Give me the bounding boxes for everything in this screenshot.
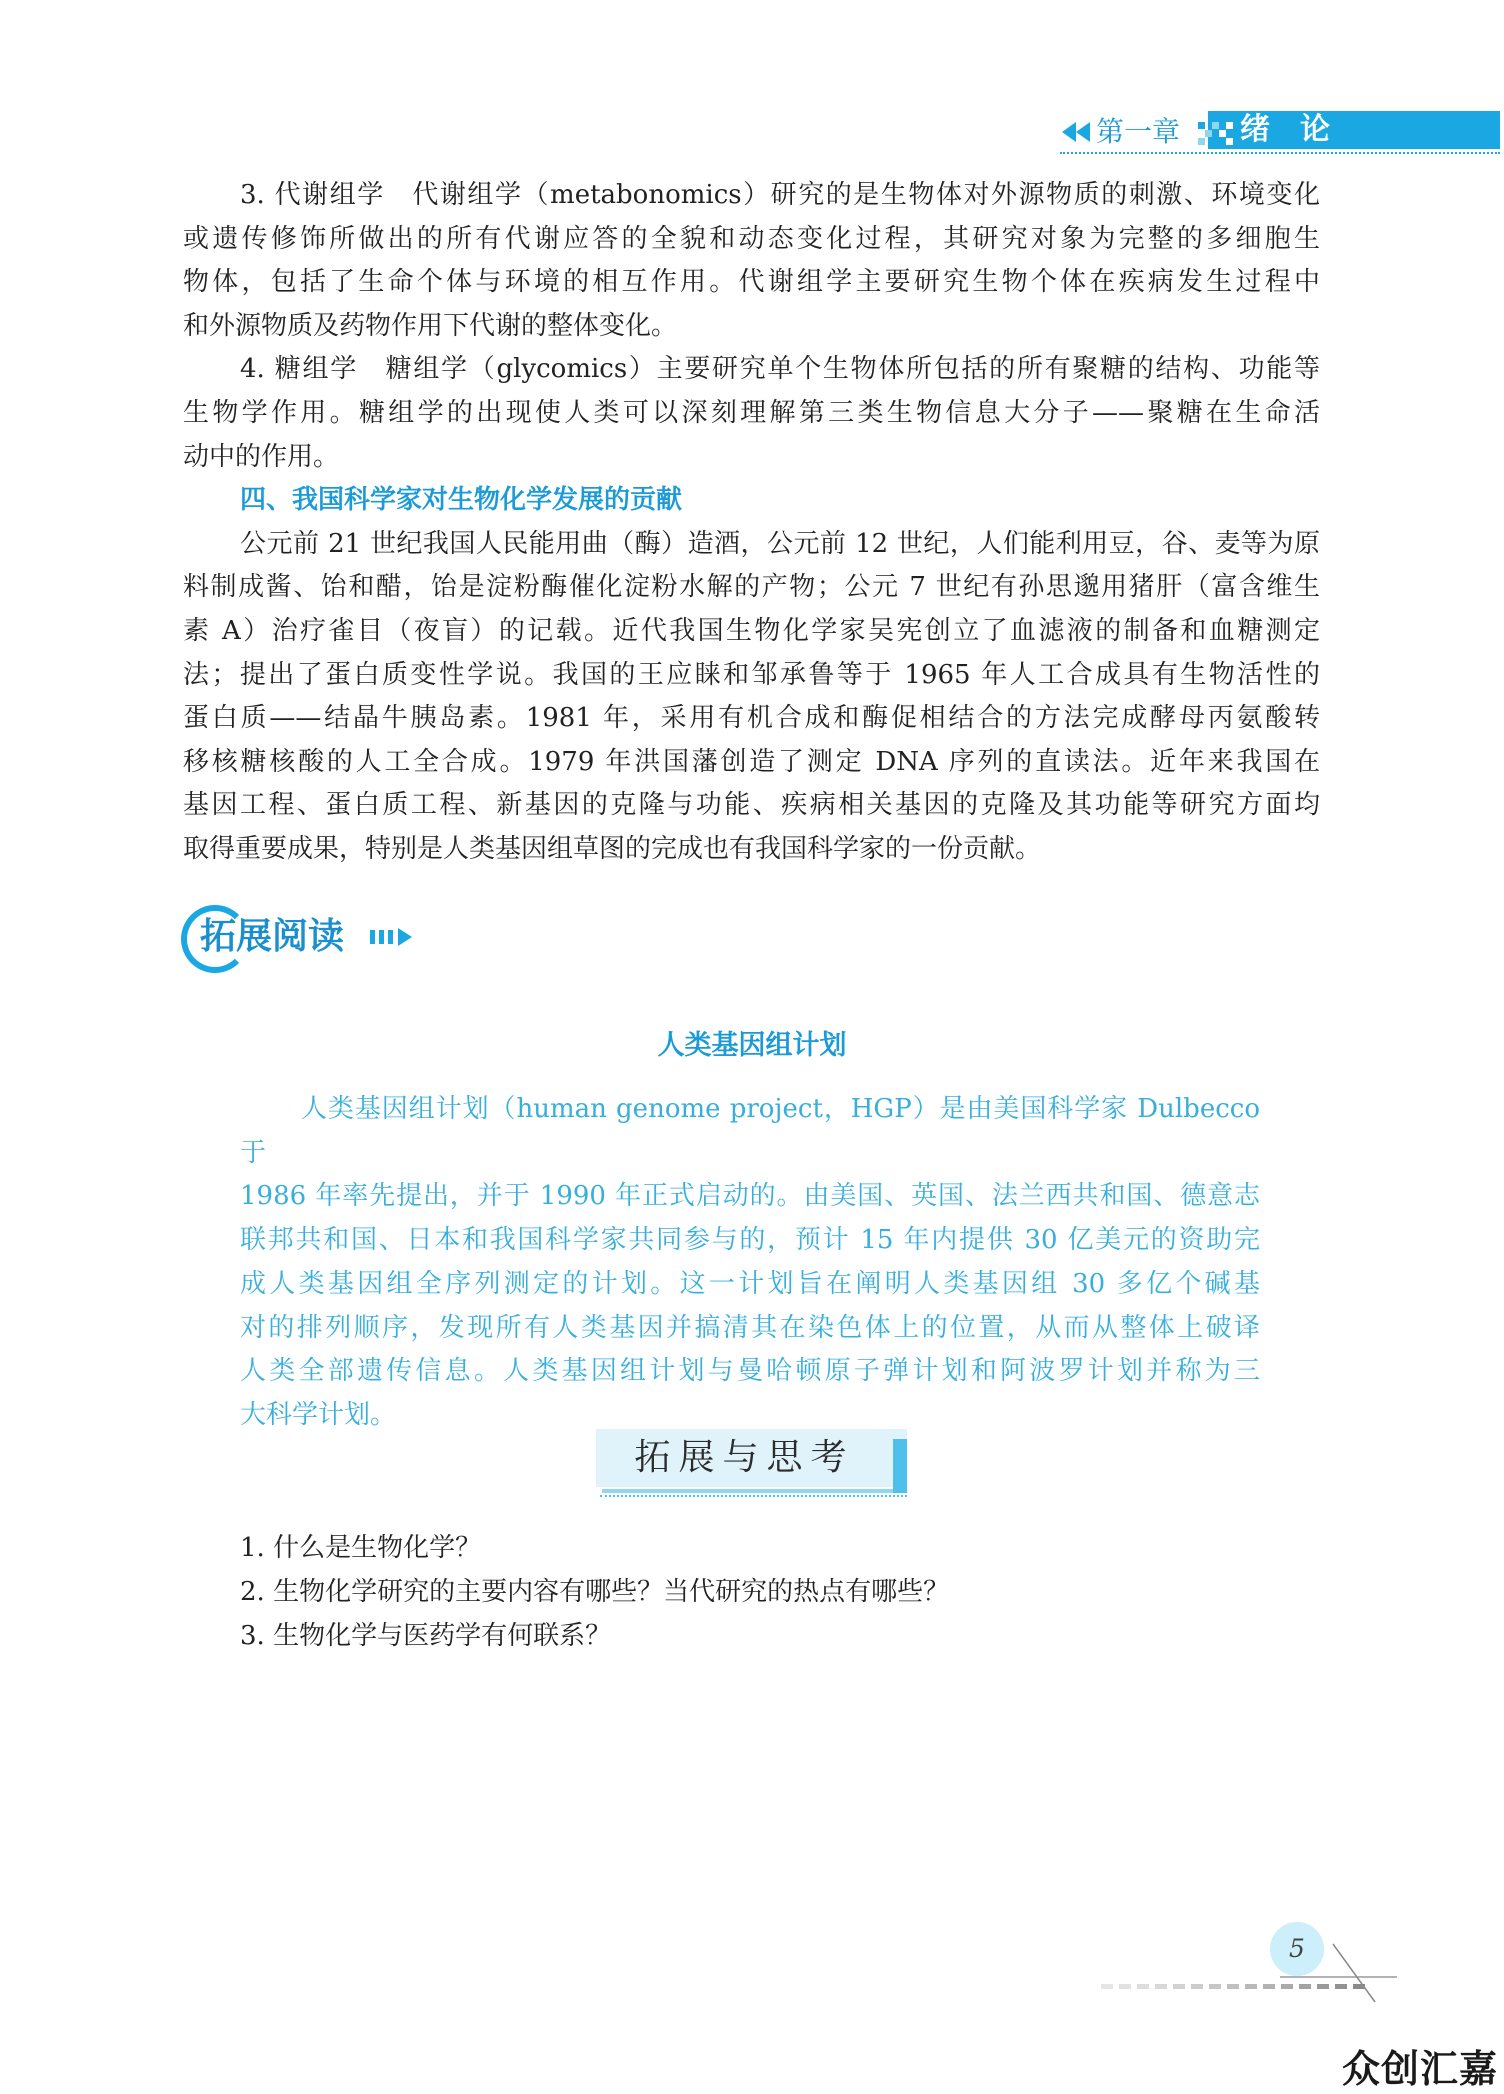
question-item: 2. 生物化学研究的主要内容有哪些？当代研究的热点有哪些？ [240, 1577, 950, 1607]
footer-decoration [1095, 1920, 1405, 2010]
page-number-badge [1270, 1922, 1324, 1976]
text-line: 蛋白质——结晶牛胰岛素。1981 年，采用有机合成和酶促相结合的方法完成酵母丙氨酸转 [183, 703, 1320, 734]
text-line: 取得重要成果，特别是人类基因组草图的完成也有我国科学家的一份贡献。 [183, 833, 1042, 864]
thinking-label: 拓展与思考 [634, 1437, 855, 1478]
reading-line: 人类全部遗传信息。人类基因组计划与曼哈顿原子弹计划和阿波罗计划并称为三 [240, 1356, 1260, 1387]
text-line: 基因工程、蛋白质工程、新基因的克隆与功能、疾病相关基因的克隆及其功能等研究方面均 [183, 790, 1320, 821]
main-text [183, 174, 1320, 872]
watermark: 众创汇嘉 [1341, 2047, 1498, 2091]
reading-line: 成人类基因组全序列测定的计划。这一计划旨在阐明人类基因组 30 多亿个碱基 [240, 1268, 1260, 1299]
extended-reading-title: 人类基因组计划 [657, 1030, 847, 1061]
section-heading: 四、我国科学家对生物化学发展的贡献 [240, 485, 683, 516]
extended-reading-text [240, 1088, 1260, 1438]
text-line: 3. 代谢组学 代谢组学（metabonomics）研究的是生物体对外源物质的刺激、环境变化 [240, 180, 1320, 210]
header-dotted-rule [1060, 152, 1500, 154]
chapter-title-bar [1208, 111, 1500, 149]
reading-line: 人类基因组计划（human genome project，HGP）是由美国科学家 Dulbecco 于 [240, 1094, 1260, 1168]
paragraph-glycomics [183, 348, 1320, 479]
box-shade-bottom [602, 1489, 893, 1493]
paragraph-metabonomics [183, 174, 1320, 348]
text-line: 公元前 21 世纪我国人民能用曲（酶）造酒，公元前 12 世纪，人们能利用豆，谷、麦等为原 [240, 528, 1320, 559]
reading-line: 联邦共和国、日本和我国科学家共同参与的，预计 15 年内提供 30 亿美元的资助完 [240, 1225, 1260, 1256]
extended-reading-label: 拓展阅读 [200, 916, 345, 957]
thinking-title-box [596, 1429, 907, 1487]
question-list [240, 1526, 1300, 1658]
text-line: 法；提出了蛋白质变性学说。我国的王应睐和邹承鲁等于 1965 年人工合成具有生物活性的 [183, 659, 1320, 690]
thinking-dotted-rule [600, 1495, 907, 1497]
box-shade-right [893, 1439, 907, 1493]
reading-line: 大科学计划。 [240, 1399, 397, 1430]
text-line: 或遗传修饰所做出的所有代谢应答的全貌和动态变化过程，其研究对象为完整的多细胞生 [183, 223, 1320, 254]
reading-line: 对的排列顺序，发现所有人类基因并搞清其在染色体上的位置，从而从整体上破译 [240, 1312, 1260, 1343]
question-item: 1. 什么是生物化学？ [240, 1533, 482, 1563]
reading-line: 1986 年率先提出，并于 1990 年正式启动的。由美国、英国、法兰西共和国、德意志 [240, 1181, 1260, 1212]
text-line: 生物学作用。糖组学的出现使人类可以深刻理解第三类生物信息大分子——聚糖在生命活 [183, 397, 1320, 428]
text-line: 素 A）治疗雀目（夜盲）的记载。近代我国生物化学家吴宪创立了血滤液的制备和血糖测定 [183, 615, 1320, 646]
text-line: 4. 糖组学 糖组学（glycomics）主要研究单个生物体所包括的所有聚糖的结构、功能等 [240, 354, 1320, 385]
page-number: 5 [1289, 1934, 1305, 1963]
text-line: 料制成酱、饴和醋，饴是淀粉酶催化淀粉水解的产物；公元 7 世纪有孙思邈用猪肝（富含维生 [183, 572, 1320, 603]
chapter-title: 绪 论 [1240, 112, 1330, 147]
paragraph-contributions [183, 523, 1320, 872]
text-line: 移核糖核酸的人工全合成。1979 年洪国藩创造了测定 DNA 序列的直读法。近年来我国在 [183, 746, 1320, 777]
chapter-label: 第一章 [1096, 115, 1181, 148]
dashed-rule [1101, 1984, 1365, 1989]
double-bar-arrow-icon [368, 926, 414, 948]
text-line: 和外源物质及药物作用下代谢的整体变化。 [183, 310, 678, 341]
checker-pattern-icon [1196, 120, 1238, 148]
double-left-arrow-icon [1062, 122, 1092, 142]
text-line: 物体，包括了生命个体与环境的相互作用。代谢组学主要研究生物个体在疾病发生过程中 [183, 267, 1320, 298]
text-line: 动中的作用。 [183, 441, 340, 472]
question-item: 3. 生物化学与医药学有何联系？ [240, 1621, 612, 1651]
